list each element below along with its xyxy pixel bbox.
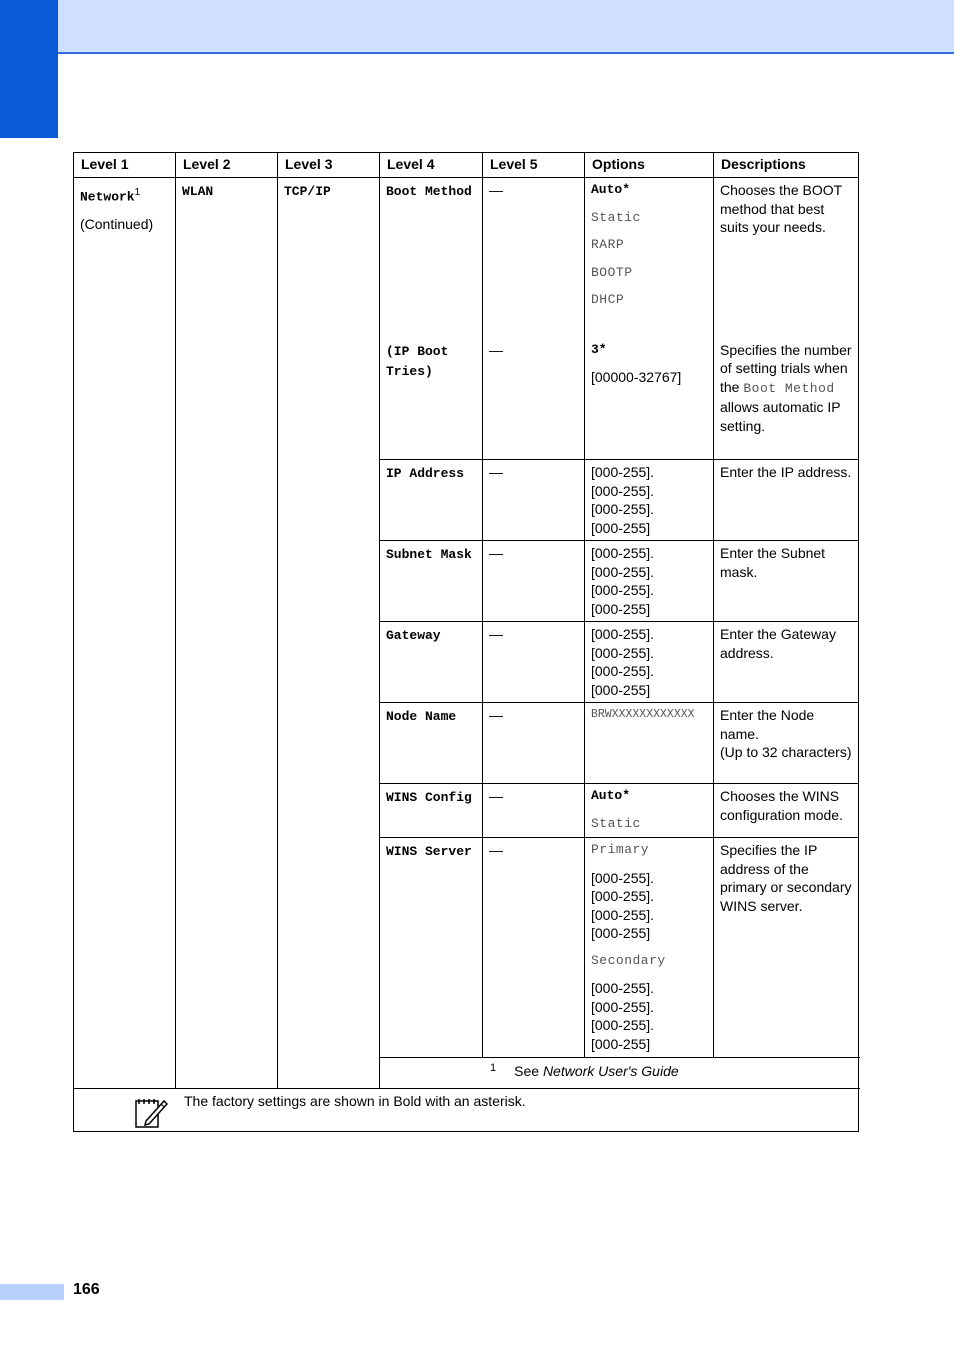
description-cell	[714, 338, 859, 460]
option-value: [000-255]	[591, 1035, 651, 1052]
level5-cell: —	[483, 178, 585, 338]
level2-cell	[176, 178, 278, 1089]
level5-cell: —	[483, 460, 585, 541]
level4-cell	[380, 622, 483, 703]
footnote-number: 1	[490, 1062, 497, 1074]
options-cell	[585, 178, 714, 338]
table-header-row	[74, 153, 859, 178]
level4-value: WINS Server	[386, 844, 472, 859]
option-value: [000-255].	[591, 563, 655, 580]
option-value: [000-255].	[591, 464, 655, 480]
option-value: Static	[591, 209, 641, 225]
option-value: [00000-32767]	[591, 369, 682, 385]
option-value: [000-255].	[591, 545, 655, 561]
level4-cell	[380, 838, 483, 1058]
level5-cell: —	[483, 541, 585, 622]
header-band	[58, 0, 954, 54]
option-value: [000-255]	[591, 600, 651, 617]
option-value: BRWXXXXXXXXXXXX	[591, 708, 695, 721]
level3-cell	[278, 178, 380, 1089]
footnote-guide-title: Network User's Guide	[542, 1063, 679, 1079]
description-cell: Enter the Subnet mask.	[714, 541, 859, 622]
option-value: Auto*	[591, 182, 631, 197]
level4-cell	[380, 703, 483, 784]
option-value: 3*	[591, 341, 607, 357]
description-cell	[714, 703, 859, 784]
level5-cell: —	[483, 784, 585, 838]
note-row	[74, 1089, 859, 1132]
options-cell	[585, 622, 714, 703]
description-cell: Specifies the IP address of the primary or secondary WINS server.	[714, 838, 859, 1058]
level5-cell: —	[483, 703, 585, 784]
chapter-tab	[0, 0, 58, 138]
level4-value: Boot Method	[386, 184, 472, 199]
footnote-prefix: See	[514, 1063, 543, 1079]
level4-cell	[380, 541, 483, 622]
header-level5: Level 5	[483, 153, 585, 178]
level4-value: Subnet Mask	[386, 547, 472, 562]
option-value: Static	[591, 815, 641, 831]
option-value: [000-255].	[591, 582, 655, 598]
description-text: (Up to 32 characters)	[720, 744, 852, 760]
option-value: Auto*	[591, 788, 631, 803]
option-value: [000-255]	[591, 519, 651, 536]
description-mono: Boot Method	[743, 380, 835, 396]
footnote	[380, 1058, 859, 1089]
option-value: [000-255].	[591, 906, 655, 923]
option-value: [000-255]	[591, 681, 651, 698]
level4-cell	[380, 460, 483, 541]
options-cell	[585, 541, 714, 622]
settings-table	[73, 152, 859, 1132]
option-value: [000-255].	[591, 869, 655, 886]
header-level1: Level 1	[74, 153, 176, 178]
level4-value: (IP Boot Tries)	[386, 343, 449, 379]
description-text: Specifies the number of setting trials when the	[720, 341, 852, 395]
header-options: Options	[585, 153, 714, 178]
options-cell	[585, 703, 714, 784]
level1-continued: (Continued)	[80, 216, 154, 233]
option-value: [000-255].	[591, 1017, 655, 1033]
page-number-bar	[0, 1284, 64, 1300]
options-cell	[585, 784, 714, 838]
note	[74, 1089, 859, 1132]
option-value: DHCP	[591, 292, 625, 307]
option-value: BOOTP	[591, 264, 633, 280]
option-value: [000-255].	[591, 501, 655, 517]
header-level2: Level 2	[176, 153, 278, 178]
option-value: [000-255]	[591, 925, 651, 941]
option-value: [000-255].	[591, 998, 655, 1015]
option-value: [000-255].	[591, 663, 655, 679]
header-level4: Level 4	[380, 153, 483, 178]
option-value: RARP	[591, 237, 625, 252]
level2-value: WLAN	[182, 184, 214, 199]
level5-cell: —	[483, 338, 585, 460]
description-cell: Enter the IP address.	[714, 460, 859, 541]
level3-value: TCP/IP	[284, 184, 331, 199]
options-cell	[585, 338, 714, 460]
options-cell	[585, 838, 714, 1058]
option-value: [000-255].	[591, 644, 655, 661]
option-value: [000-255].	[591, 482, 655, 499]
description-cell: Enter the Gateway address.	[714, 622, 859, 703]
level4-value: IP Address	[386, 466, 465, 481]
level1-value: Network	[80, 189, 135, 205]
footnote-ref: 1	[134, 187, 141, 198]
level4-cell	[380, 784, 483, 838]
option-value: [000-255].	[591, 980, 655, 996]
option-value: Secondary	[591, 952, 666, 968]
level4-value: WINS Config	[386, 790, 472, 805]
level5-cell: —	[483, 622, 585, 703]
level5-cell: —	[483, 838, 585, 1058]
options-cell	[585, 460, 714, 541]
level1-cell	[74, 178, 176, 1089]
description-text: Enter the Node name.	[720, 707, 815, 742]
note-pencil-icon	[134, 1095, 168, 1129]
level4-cell	[380, 178, 483, 338]
table-row	[74, 178, 859, 338]
level4-value: Gateway	[386, 628, 441, 643]
option-value: [000-255].	[591, 888, 655, 904]
note-text: The factory settings are shown in Bold with an asterisk.	[184, 1093, 526, 1109]
header-descriptions: Descriptions	[714, 153, 859, 178]
option-value: Primary	[591, 842, 650, 857]
level4-cell	[380, 338, 483, 460]
description-cell: Chooses the WINS configuration mode.	[714, 784, 859, 838]
level4-value: Node Name	[386, 709, 457, 724]
description-text: allows automatic IP setting.	[720, 399, 841, 434]
description-cell: Chooses the BOOT method that best suits your needs.	[714, 178, 859, 338]
page-number: 166	[73, 1281, 100, 1298]
header-level3: Level 3	[278, 153, 380, 178]
option-value: [000-255].	[591, 626, 655, 642]
